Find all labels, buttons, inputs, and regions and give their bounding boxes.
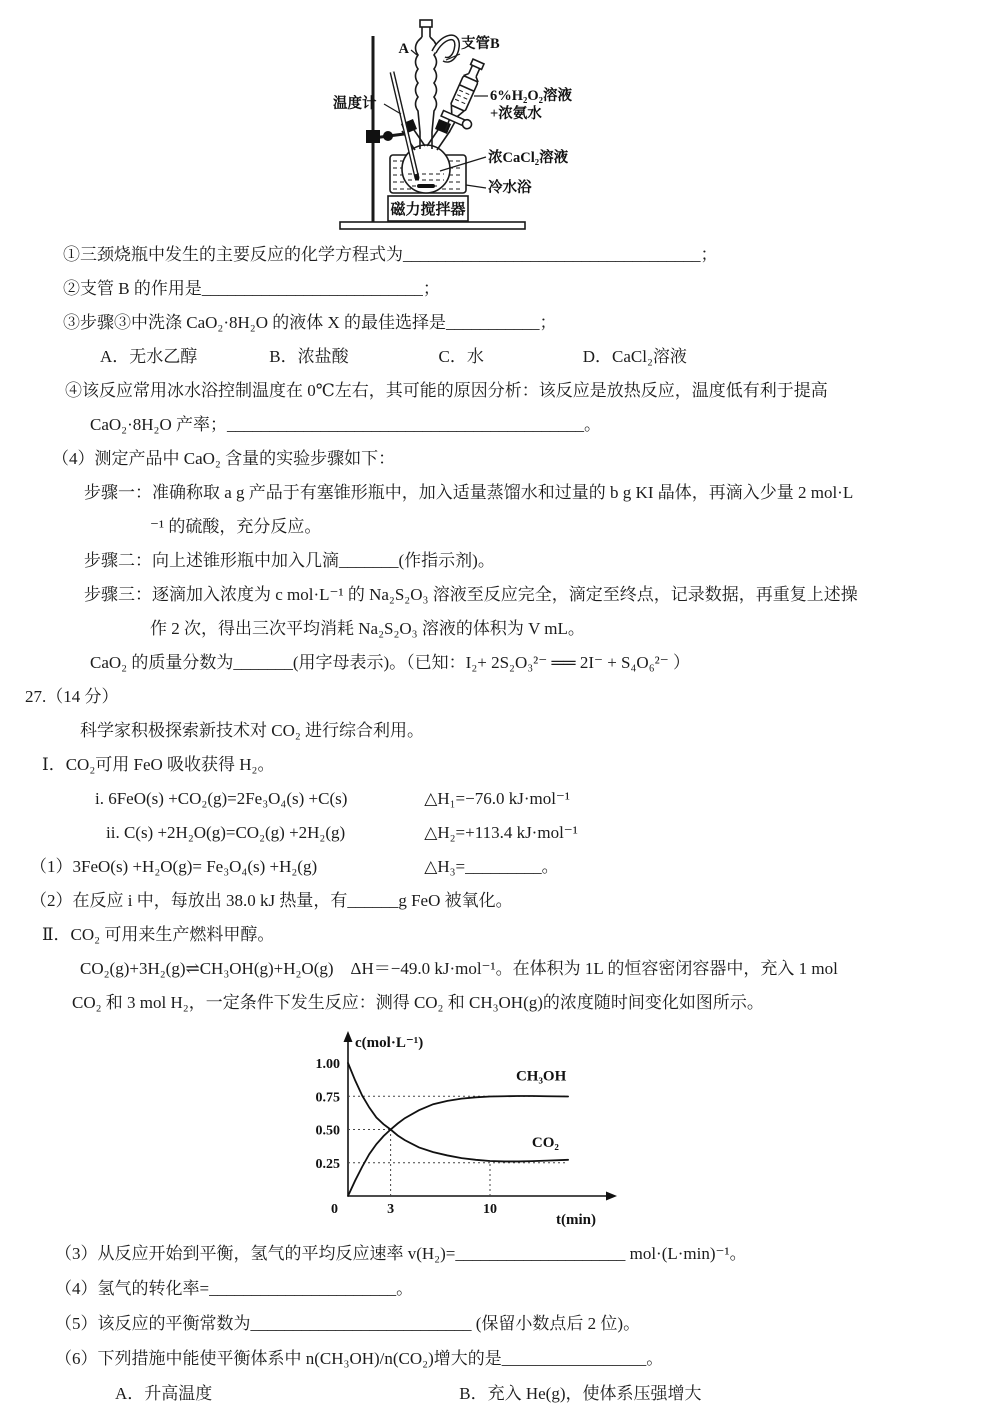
equation-ii-lhs: ii. C(s) +2H₂O(g)=CO₂(g) +2H₂(g) [106, 823, 346, 842]
flask-solution-label: 浓CaCl₂溶液 [488, 150, 569, 166]
q27-part1-heading: Ⅰ．CO₂可用 FeO 吸收获得 H₂。 [42, 755, 275, 774]
q27-sub1-lhs: （1）3FeO(s) +H₂O(g)= Fe₃O₄(s) +H₂(g) [30, 857, 318, 876]
condenser-label-a: A [398, 41, 409, 57]
option-a: A．升高温度 [115, 1384, 213, 1403]
cold-water-bath-label: 冷水浴 [488, 180, 532, 196]
series-label: CO₂ [531, 1134, 559, 1151]
funnel-contents-label-line2: +浓氨水 [490, 106, 542, 122]
q26-sub4-line1: ④该反应常用冰水浴控制温度在 0℃左右，其可能的原因分析：该反应是放热反应，温度低有利于提高 [65, 381, 828, 400]
chart-plot-area [316, 1057, 569, 1217]
q27-number: 27.（14 分） [25, 687, 119, 706]
q26-sub3-line: ③步骤③中洗涤 CaO₂·8H₂O 的液体 X 的最佳选择是___________； [63, 313, 557, 332]
q27-sub3-line: （3）从反应开始到平衡，氢气的平均反应速率 v(H₂)=____________________ mol·(L·min)⁻¹。 [55, 1244, 747, 1263]
q26-step1-line1: 步骤一：准确称取 a g 产品于有塞锥形瓶中，加入适量蒸馏水和过量的 b g KI 晶体，再滴入少量 2 mol·L [84, 483, 854, 502]
equation-i-lhs: i. 6FeO(s) +CO₂(g)=2Fe₃O₄(s) +C(s) [95, 789, 348, 808]
q26-part4-intro: （4）测定产品中 CaO₂ 含量的实验步骤如下： [52, 449, 396, 468]
apparatus-diagram [300, 8, 640, 236]
equation-ii-dh: △H₂=+113.4 kJ·mol⁻¹ [424, 823, 578, 842]
q26-sub1-line: ①三颈烧瓶中发生的主要反应的化学方程式为___________________________________； [63, 245, 718, 264]
q27-sub4-line: （4）氢气的转化率=______________________。 [55, 1279, 414, 1298]
q26-sub4-line2: CaO₂·8H₂O 产率；__________________________________________。 [90, 415, 601, 434]
q26-step2-line: 步骤二：向上述锥形瓶中加入几滴_______(作指示剂)。 [84, 551, 495, 570]
option-d: D．CaCl₂溶液 [582, 347, 687, 366]
q27-sub1-dh: △H₃=_________。 [424, 857, 559, 876]
q26-sub3-options-row [100, 340, 992, 374]
q27-equation-ii [106, 816, 992, 850]
x-tick-label: 3 [387, 1202, 395, 1217]
y-tick-label: 0.75 [315, 1090, 340, 1106]
q27-sub2-line: （2）在反应 i 中，每放出 38.0 kJ 热量，有______g FeO 被氧化。 [30, 891, 513, 910]
q27-sub5-line: （5）该反应的平衡常数为__________________________ (保留小数点后 2 位)。 [55, 1314, 641, 1333]
y-axis-arrow [344, 1031, 353, 1042]
magnetic-stirrer-label: 磁力搅拌器 [390, 202, 466, 218]
condenser [416, 20, 437, 149]
x-axis-arrow [606, 1192, 617, 1201]
series-label: CH₃OH [515, 1068, 567, 1085]
q27-sub6-line: （6）下列措施中能使平衡体系中 n(CH₃OH)/n(CO₂)增大的是_________________。 [55, 1349, 664, 1368]
origin-label: 0 [331, 1202, 338, 1217]
x-axis-label: t(min) [556, 1212, 596, 1228]
q26-step3-line1: 步骤三：逐滴加入浓度为 c mol·L⁻¹ 的 Na₂S₂O₃ 溶液至反应完全，滴定至终点，记录数据，再重复上述操 [84, 585, 858, 604]
option-b: B．浓盐酸 [269, 347, 349, 366]
q27-equation-i [95, 782, 992, 816]
three-neck-flask [401, 119, 451, 193]
y-tick-label: 1.00 [315, 1057, 340, 1072]
option-c: C．水 [438, 347, 484, 366]
concentration-time-chart [290, 1022, 630, 1237]
option-a: A．无水乙醇 [100, 347, 198, 366]
thermometer-label: 温度计 [333, 96, 377, 112]
y-axis-label: c(mol·L⁻¹) [355, 1035, 424, 1051]
q26-step1-line2: ⁻¹ 的硫酸，充分反应。 [150, 517, 322, 536]
q26-mass-fraction-line: CaO₂ 的质量分数为_______(用字母表示)。（已知：I₂+ 2S₂O₃²⁻ ══ 2I⁻ + S₄O₆²⁻ ） [90, 653, 690, 672]
y-tick-label: 0.50 [315, 1123, 340, 1139]
funnel-contents-label-line1: 6%H₂O₂溶液 [490, 88, 573, 104]
q27-sub1-line [30, 850, 992, 884]
question-26-section [0, 238, 992, 1020]
q27-reaction-line2: CO₂ 和 3 mol H₂，一定条件下发生反应：测得 CO₂ 和 CH₃OH(g)的浓度随时间变化如图所示。 [72, 993, 764, 1012]
q27-reaction-line1: CO₂(g)+3H₂(g)⇌CH₃OH(g)+H₂O(g) ΔH＝−49.0 kJ·mol⁻¹。在体积为 1L 的恒容密闭容器中，充入 1 mol [80, 959, 838, 978]
y-tick-label: 0.25 [315, 1156, 340, 1172]
q26-step3-line2: 作 2 次，得出三次平均消耗 Na₂S₂O₃ 溶液的体积为 V mL。 [150, 619, 585, 638]
equation-i-dh: △H₁=−76.0 kJ·mol⁻¹ [424, 789, 570, 808]
q27-intro: 科学家积极探索新技术对 CO₂ 进行综合利用。 [80, 721, 425, 740]
question-27-sub-section [0, 1236, 992, 1411]
side-tube-b-label: 支管B [461, 36, 500, 52]
q27-sub6-options-row [115, 1376, 992, 1411]
q27-part2-heading: Ⅱ．CO₂ 可用来生产燃料甲醇。 [42, 925, 275, 944]
q26-sub2-line: ②支管 B 的作用是__________________________； [63, 279, 440, 298]
option-b: B．充入 He(g)，使体系压强增大 [459, 1384, 702, 1403]
x-tick-label: 10 [483, 1202, 497, 1217]
